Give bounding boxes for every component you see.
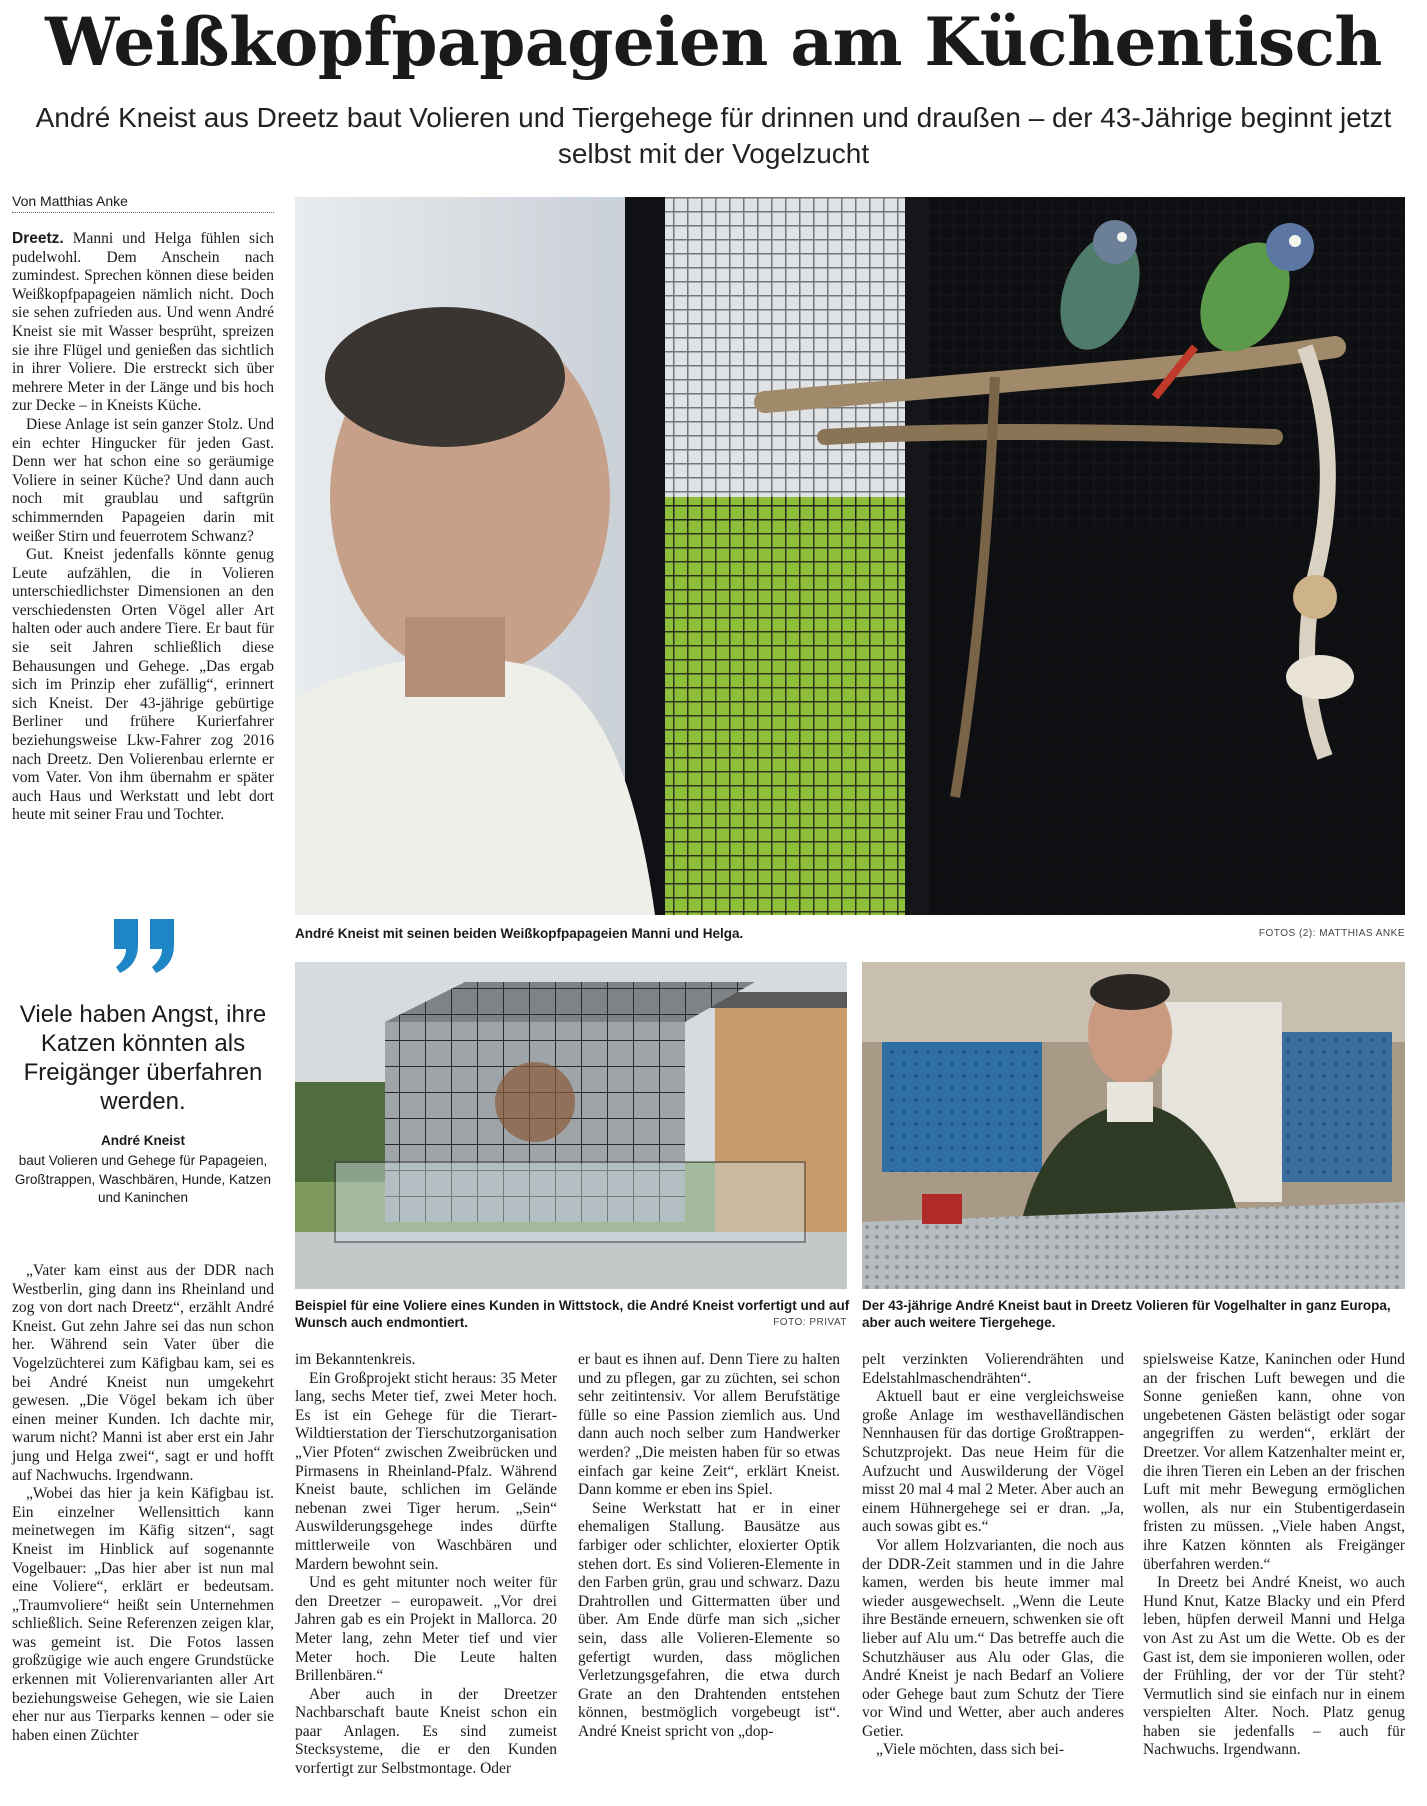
byline: Von Matthias Anke	[12, 193, 274, 213]
paragraph: spielsweise Katze, Kaninchen oder Hund an der frischen Luft bewegen und die Sonne genießen kann, ohne von ungebetenen Gästen belästigt oder sogar angegriffen zu werden“, erklärt der Dreetzer. Vor allem Katzenhalter meint er, die ihren Tieren ein Leben an der frischen Luft mit mehr Bewegung ermöglichen wollen, als nur ein Stubentigerdasein fristen zu müssen. „Viele haben Angst, ihre Katzen könnten als Freigänger überfahren werden.“	[1143, 1351, 1405, 1573]
main-photo-credit: FOTOS (2): MATTHIAS ANKE	[1258, 928, 1405, 939]
paragraph: Gut. Kneist jedenfalls könnte genug Leute aufzählen, die in Volieren unterschiedlichster Dimensionen an den verschiedensten Orten Vögel aller Art halten oder auch andere Tiere. Er baut für sie seit Jahren schließlich diese Behausungen und Gehege. „Das ergab sich im Prinzip eher zufällig“, erinnert sich Kneist. Der 43-jährige gebürtige Berliner und frühere Kurierfahrer beziehungsweise Lkw-Fahrer zog 2016 nach Dreetz. Den Volierenbau erlernte er vom Vater. Von ihm übernahm er später auch Haus und Werkstatt und lebt dort heute mit seiner Frau und Tochter.	[12, 546, 274, 824]
paragraph: er baut es ihnen auf. Denn Tiere zu halten und zu pflegen, gar zu züchten, sei schon sehr zeitintensiv. Vor allem Berufstätige fülle so eine Passion ziemlich aus. Und dann auch noch selber zum Handwerker werden? „Die meisten haben für so etwas einfach gar keine Zeit“, erklärt Kneist. Dann komme er eben ins Spiel.	[578, 1351, 840, 1499]
paragraph: Diese Anlage ist sein ganzer Stolz. Und ein echter Hingucker für jeden Gast. Denn wer hat schon eine so geräumige Voliere in seiner Küche? Und dann auch noch mit graublau und saftgrün schimmernden Papageien darin mit weißer Stirn und feuerrotem Schwanz?	[12, 415, 274, 545]
paragraph: „Wobei das hier ja kein Käfigbau ist. Ein einzelner Wellensittich kann meinetwegen im Käfig sitzen“, sagt Kneist im Hinblick auf sogenannte Vogelbauer: „Das hier aber ist nun mal eine Voliere“, erklärt er bedeutsam. „Traumvoliere“ heißt sein Unternehmen schließlich. Seine Referenzen zeigen klar, was gemeint ist. Die Fotos lassen großzügige wie auch engere Grundstücke erkennen mit Volierenvarianten aller Art beziehungsweise Gehegen, wie sie Laien eher nur aus Tierparks kennen – oder sie haben einen Züchter	[12, 1485, 274, 1744]
paragraph: Aber auch in der Dreetzer Nachbarschaft baute Kneist schon ein paar Anlagen. Es sind zumeist Stecksysteme, die er den Kunden vorfertigt zur Selbstmontage. Oder	[295, 1685, 557, 1778]
paragraph: Ein Großprojekt sticht heraus: 35 Meter lang, sechs Meter tief, zwei Meter hoch. Es ist ein Gehege für die Tierart-Wildtierstation der Tierschutzorganisation „Vier Pfoten“ zwischen Zweibrücken und Pirmasens in Rheinland-Pfalz. Während Kneist baute, schlichen im Gelände nebenan zwei Tiger herum. „Sein“ Auswilderungsgehege indes dürfte mittlerweile von Waschbären und Mardern bewohnt sein.	[295, 1369, 557, 1573]
garden-aviary-photo	[295, 962, 847, 1289]
paragraph: In Dreetz bei André Kneist, wo auch Hund Knut, Katze Blacky und ein Pferd leben, hüpfen derweil Manni und Helga von Ast zu Ast um die Wette. Ob es der Gast ist, dem sie imponieren wollen, oder der Frühling, der vor der Tür steht? Vermutlich sind sie einfach nur in einem verspielten Alter. Noch. Platz genug haben sie jedenfalls – auch für Nachwuchs. Irgendwann.	[1143, 1574, 1405, 1759]
paragraph: Seine Werkstatt hat er in einer ehemaligen Stallung. Bausätze aus farbiger oder schlichter, eloxierter Optik stehen dort. Es sind Volieren-Elemente in den Farben grün, grau und schwarz. Dazu Drahtrollen und Gittermatten über und über. Am Ende dürfe man sich „sicher sein, dass alle Volieren-Elemente so gefertigt wurden, dass möglichen Verletzungsgefahren, die etwa durch Grate an den Drahtenden entstehen können, bestmöglich vorgebeugt ist“. André Kneist spricht von „dop-	[578, 1499, 840, 1740]
quote-mark-icon	[110, 915, 180, 975]
paragraph: im Bekanntenkreis.	[295, 1351, 416, 1368]
column-1	[12, 230, 274, 825]
workshop-portrait-photo	[862, 962, 1405, 1289]
paragraph: „Viele möchten, dass sich bei-	[876, 1741, 1065, 1759]
voliere-photo-credit: FOTO: PRIVAT	[773, 1317, 847, 1328]
pull-quote: Viele haben Angst, ihre Katzen könnten als Freigänger überfahren werden.	[19, 1001, 267, 1115]
workshop-photo	[862, 962, 1405, 1289]
voliere-photo	[295, 962, 847, 1289]
column-5	[1143, 1351, 1405, 1760]
dateline: Dreetz.	[12, 230, 64, 247]
quote-author-role: baut Volieren und Gehege für Papageien, Großtrappen, Waschbären, Hunde, Katzen und Kaninchen	[14, 1153, 272, 1205]
subline: André Kneist aus Dreetz baut Volieren und Tiergehege für drinnen und draußen – der 43-Jährige beginnt jetzt selbst mit der Vogelzucht	[35, 102, 1392, 169]
paragraph: pelt verzinkten Volierendrähten und Edelstahlmaschendrähten“.	[862, 1351, 1124, 1387]
column-3	[578, 1351, 840, 1741]
headline: Weißkopfpapageien am Küchentisch	[45, 3, 1382, 81]
paragraph: Vor allem Holzvarianten, die noch aus der DDR-Zeit stammen und in die Jahre kamen, werden bis heute immer mal wieder ausgewechselt. „Wenn die Leute ihre Bestände erneuern, schwenken sie oft lieber auf Alu um.“ Das betreffe auch die Schutzhäuser aus Alu oder Glas, die André Kneist je nach Bedarf an Voliere oder Gehege baut zum Schutz der Tiere vor Wind und Wetter, aber auch anderes Getier.	[862, 1536, 1124, 1740]
paragraph: Manni und Helga fühlen sich pudelwohl. Dem Anschein nach zumindest. Sprechen können diese beiden Weißkopfpapageien nämlich nicht. Doch sie sehen zufrieden aus. Und wenn André Kneist sie mit Wasser besprüht, spreizen sie ihre Flügel und genießen das sichtlich in ihrer Voliere. Die erstreckt sich über mehrere Meter in der Länge und bis hoch zur Decke – in Kneists Küche.	[12, 230, 275, 415]
caption-text: Beispiel für eine Voliere eines Kunden in Wittstock, die André Kneist vorfertigt und auf Wunsch auch endmontiert.	[295, 1298, 850, 1330]
column-4	[862, 1351, 1124, 1760]
main-photo	[295, 197, 1405, 915]
workshop-photo-caption: Der 43-jährige André Kneist baut in Dreetz Volieren für Vogelhalter in ganz Europa, aber auch weitere Tiergehege.	[862, 1298, 1391, 1330]
paragraph: Aktuell baut er eine vergleichsweise große Anlage im westhavelländischen Nennhausen für das dortige Großtrappen-Schutzprojekt. Das neue Heim für die Aufzucht und Auswilderung der Vögel misst 20 mal 4 mal 2 Meter. Aber auch an einem Hühnergehege sei er dran. „Ja, auch sowas gibt es.“	[862, 1388, 1124, 1536]
paragraph: „Vater kam einst aus der DDR nach Westberlin, ging dann ins Rheinland und zog von dort nach Dreetz“, erzählt André Kneist. Gut zehn Jahre sei das nun schon her. Während sein Vater über die Vogelzüchterei zum Käfigbau kam, sei es bei André Kneist nun umgekehrt gewesen. „Die Vögel bekam ich über einen meiner Kunden. Ich dachte mir, warum nicht? Manni ist aber erst ein Jahr jung und Helga zwei“, sagt er und hofft auf Nachwuchs. Irgendwann.	[12, 1262, 274, 1484]
paragraph: Und es geht mitunter noch weiter für den Dreetzer – europaweit. „Vor drei Jahren gab es ein Projekt in Mallorca. 20 Meter lang, zehn Meter tief und vier Meter hoch. Die Leute halten Brillenbären.“	[295, 1574, 557, 1685]
column-2	[295, 1351, 557, 1779]
main-photo-caption: André Kneist mit seinen beiden Weißkopfpapageien Manni und Helga.	[295, 926, 744, 941]
parrot-aviary-photo	[295, 197, 1405, 915]
quote-author: André Kneist	[100, 1133, 185, 1148]
column-1b	[12, 1262, 274, 1745]
